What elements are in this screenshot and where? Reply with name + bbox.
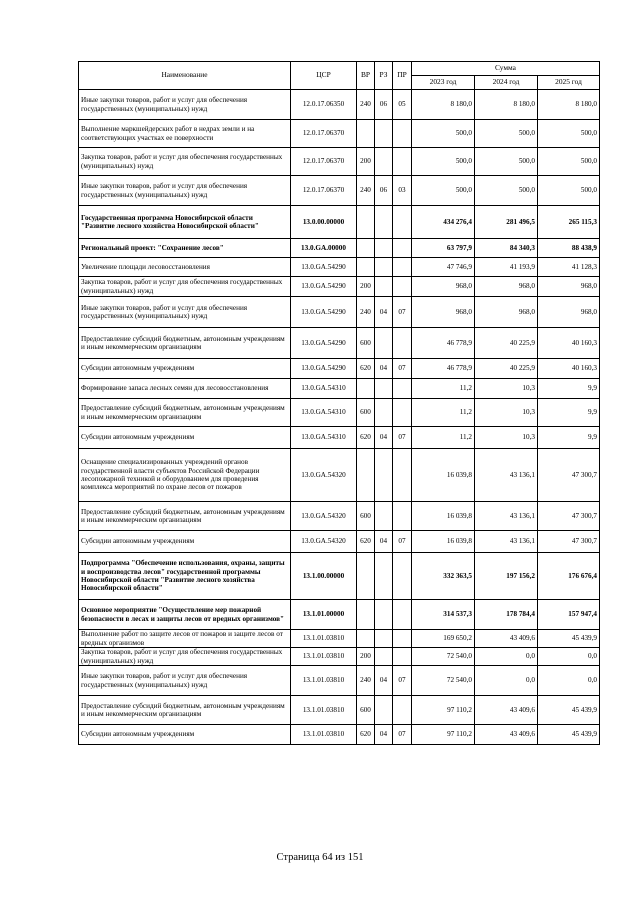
- table-row: [79, 120, 600, 148]
- row-name: Закупка товаров, работ и услуг для обеспечения государственных (муниципальных) нужд: [79, 148, 291, 176]
- row-vr: 240: [357, 297, 375, 328]
- table-row: [79, 502, 600, 531]
- header-csr: ЦСР: [291, 62, 357, 90]
- table-row: [79, 258, 600, 277]
- row-name: Увеличение площади лесовосстановления: [79, 258, 291, 277]
- row-name: Региональный проект: "Сохранение лесов": [79, 239, 291, 258]
- row-amount-2024: 43 409,6: [475, 725, 538, 745]
- row-amount-2025: 176 676,4: [538, 553, 600, 600]
- row-rz: 04: [375, 359, 393, 379]
- row-rz: 06: [375, 90, 393, 120]
- row-vr: 240: [357, 176, 375, 206]
- row-name: Иные закупки товаров, работ и услуг для обеспечения государственных (муниципальных) нужд: [79, 90, 291, 120]
- row-pr: [393, 502, 412, 531]
- row-csr: 13.0.00.00000: [291, 206, 357, 239]
- table-row: [79, 379, 600, 399]
- row-name: Иные закупки товаров, работ и услуг для обеспечения государственных (муниципальных) нужд: [79, 176, 291, 206]
- row-amount-2025: 40 160,3: [538, 328, 600, 359]
- row-vr: 600: [357, 502, 375, 531]
- row-pr: 03: [393, 176, 412, 206]
- row-amount-2024: 968,0: [475, 277, 538, 297]
- row-amount-2024: 500,0: [475, 176, 538, 206]
- row-rz: [375, 328, 393, 359]
- table-row: [79, 449, 600, 502]
- row-amount-2025: 9,9: [538, 427, 600, 449]
- row-csr: 13.0.GA.54310: [291, 427, 357, 449]
- row-pr: [393, 379, 412, 399]
- row-amount-2025: 45 439,9: [538, 696, 600, 725]
- row-pr: [393, 328, 412, 359]
- row-name: Иные закупки товаров, работ и услуг для обеспечения государственных (муниципальных) нужд: [79, 297, 291, 328]
- row-vr: [357, 206, 375, 239]
- row-csr: 13.0.GA.54320: [291, 502, 357, 531]
- budget-table: [78, 61, 600, 745]
- row-amount-2024: 43 409,6: [475, 696, 538, 725]
- row-amount-2025: 41 128,3: [538, 258, 600, 277]
- row-amount-2024: 84 340,3: [475, 239, 538, 258]
- header-pr: ПР: [393, 62, 412, 90]
- row-amount-2025: 968,0: [538, 277, 600, 297]
- table-row: [79, 648, 600, 666]
- row-csr: 12.0.17.06370: [291, 120, 357, 148]
- row-amount-2025: 500,0: [538, 176, 600, 206]
- row-name: Предоставление субсидий бюджетным, автономным учреждениям и иным некоммерческим организациям: [79, 328, 291, 359]
- row-vr: 600: [357, 399, 375, 427]
- row-amount-2025: 45 439,9: [538, 630, 600, 648]
- row-vr: [357, 379, 375, 399]
- row-amount-2024: 43 136,1: [475, 449, 538, 502]
- table-row: [79, 148, 600, 176]
- row-pr: 07: [393, 297, 412, 328]
- row-pr: 05: [393, 90, 412, 120]
- row-amount-2024: 178 784,4: [475, 600, 538, 630]
- row-csr: 13.1.01.03810: [291, 630, 357, 648]
- row-rz: [375, 630, 393, 648]
- row-amount-2024: 500,0: [475, 148, 538, 176]
- row-csr: 13.0.GA.54290: [291, 328, 357, 359]
- row-amount-2025: 40 160,3: [538, 359, 600, 379]
- row-rz: 06: [375, 176, 393, 206]
- header-rz: РЗ: [375, 62, 393, 90]
- table-row: [79, 206, 600, 239]
- row-name: Государственная программа Новосибирской области "Развитие лесного хозяйства Новосибирской области": [79, 206, 291, 239]
- row-amount-2024: 197 156,2: [475, 553, 538, 600]
- row-rz: [375, 600, 393, 630]
- row-name: Оснащение специализированных учреждений органов государственной власти субъектов Российской Федерации лесопожарной техникой и оборудованием для проведения комплекса мероприятий по охране лесов от пожаров: [79, 449, 291, 502]
- row-amount-2023: 72 540,0: [412, 666, 475, 696]
- row-pr: [393, 399, 412, 427]
- row-rz: [375, 648, 393, 666]
- row-pr: [393, 600, 412, 630]
- row-amount-2024: 43 409,6: [475, 630, 538, 648]
- row-rz: 04: [375, 531, 393, 553]
- row-amount-2023: 500,0: [412, 148, 475, 176]
- page-number: Страница 64 из 151: [276, 852, 364, 863]
- row-csr: 13.0.GA.54290: [291, 359, 357, 379]
- row-csr: 13.0.GA.54290: [291, 297, 357, 328]
- row-rz: [375, 449, 393, 502]
- row-pr: [393, 120, 412, 148]
- row-vr: [357, 258, 375, 277]
- row-pr: 07: [393, 531, 412, 553]
- row-name: Выполнение маркшейдерских работ в недрах земли и на соответствующих участках ее поверхности: [79, 120, 291, 148]
- row-name: Субсидии автономным учреждениям: [79, 531, 291, 553]
- row-pr: [393, 630, 412, 648]
- row-amount-2025: 47 300,7: [538, 531, 600, 553]
- table-row: [79, 297, 600, 328]
- table-row: [79, 666, 600, 696]
- row-amount-2024: 43 136,1: [475, 531, 538, 553]
- row-vr: [357, 239, 375, 258]
- row-vr: 620: [357, 359, 375, 379]
- row-name: Выполнение работ по защите лесов от пожаров и защите лесов от вредных организмов: [79, 630, 291, 648]
- row-name: Предоставление субсидий бюджетным, автономным учреждениям и иным некоммерческим организациям: [79, 502, 291, 531]
- row-amount-2025: 8 180,0: [538, 90, 600, 120]
- row-name: Подпрограмма "Обеспечение использования, охраны, защиты и воспроизводства лесов" государственной программы Новосибирской области "Развитие лесного хозяйства Новосибирской области": [79, 553, 291, 600]
- row-csr: 13.0.GA.54290: [291, 258, 357, 277]
- row-vr: 240: [357, 666, 375, 696]
- row-csr: 12.0.17.06370: [291, 176, 357, 206]
- row-name: Иные закупки товаров, работ и услуг для обеспечения государственных (муниципальных) нужд: [79, 666, 291, 696]
- row-pr: [393, 553, 412, 600]
- row-rz: [375, 696, 393, 725]
- row-pr: 07: [393, 427, 412, 449]
- row-amount-2025: 265 115,3: [538, 206, 600, 239]
- row-amount-2023: 46 778,9: [412, 328, 475, 359]
- table-row: [79, 176, 600, 206]
- row-csr: 13.1.01.03810: [291, 648, 357, 666]
- row-amount-2025: 500,0: [538, 148, 600, 176]
- row-name: Субсидии автономным учреждениям: [79, 427, 291, 449]
- row-amount-2024: 10,3: [475, 379, 538, 399]
- header-2023: 2023 год: [412, 76, 475, 90]
- row-csr: 12.0.17.06370: [291, 148, 357, 176]
- table-row: [79, 359, 600, 379]
- row-amount-2023: 169 650,2: [412, 630, 475, 648]
- header-name: Наименование: [79, 62, 291, 90]
- row-rz: 04: [375, 297, 393, 328]
- row-amount-2024: 8 180,0: [475, 90, 538, 120]
- table-row: [79, 531, 600, 553]
- row-rz: [375, 502, 393, 531]
- row-name: Субсидии автономным учреждениям: [79, 725, 291, 745]
- table-row: [79, 277, 600, 297]
- row-amount-2024: 281 496,5: [475, 206, 538, 239]
- table-row: [79, 239, 600, 258]
- row-vr: 200: [357, 148, 375, 176]
- row-csr: 13.1.00.00000: [291, 553, 357, 600]
- row-pr: 07: [393, 359, 412, 379]
- row-amount-2025: 45 439,9: [538, 725, 600, 745]
- row-amount-2025: 968,0: [538, 297, 600, 328]
- row-amount-2023: 314 537,3: [412, 600, 475, 630]
- table-row: [79, 328, 600, 359]
- row-amount-2023: 16 039,8: [412, 502, 475, 531]
- row-name: Субсидии автономным учреждениям: [79, 359, 291, 379]
- row-amount-2024: 0,0: [475, 648, 538, 666]
- row-amount-2023: 500,0: [412, 120, 475, 148]
- row-amount-2025: 9,9: [538, 399, 600, 427]
- row-name: Предоставление субсидий бюджетным, автономным учреждениям и иным некоммерческим организациям: [79, 696, 291, 725]
- row-amount-2023: 97 110,2: [412, 696, 475, 725]
- row-csr: 13.0.GA.00000: [291, 239, 357, 258]
- row-rz: [375, 277, 393, 297]
- row-amount-2025: 0,0: [538, 648, 600, 666]
- row-rz: [375, 120, 393, 148]
- row-pr: 07: [393, 725, 412, 745]
- table-row: [79, 553, 600, 600]
- row-vr: [357, 449, 375, 502]
- row-name: Предоставление субсидий бюджетным, автономным учреждениям и иным некоммерческим организациям: [79, 399, 291, 427]
- row-vr: [357, 630, 375, 648]
- row-name: Формирование запаса лесных семян для лесовосстановления: [79, 379, 291, 399]
- row-pr: [393, 258, 412, 277]
- row-amount-2024: 968,0: [475, 297, 538, 328]
- row-csr: 13.0.GA.54310: [291, 379, 357, 399]
- row-csr: 13.1.01.00000: [291, 600, 357, 630]
- row-vr: 620: [357, 531, 375, 553]
- row-rz: [375, 379, 393, 399]
- row-pr: [393, 148, 412, 176]
- row-vr: [357, 120, 375, 148]
- row-amount-2024: 10,3: [475, 427, 538, 449]
- row-amount-2023: 97 110,2: [412, 725, 475, 745]
- row-name: Основное мероприятие "Осуществление мер пожарной безопасности в лесах и защиты лесов от вредных организмов": [79, 600, 291, 630]
- row-csr: 13.0.GA.54320: [291, 531, 357, 553]
- row-name: Закупка товаров, работ и услуг для обеспечения государственных (муниципальных) нужд: [79, 648, 291, 666]
- row-vr: 600: [357, 328, 375, 359]
- row-amount-2025: 500,0: [538, 120, 600, 148]
- row-rz: [375, 148, 393, 176]
- row-rz: [375, 258, 393, 277]
- row-rz: 04: [375, 427, 393, 449]
- row-csr: 13.1.01.03810: [291, 725, 357, 745]
- row-amount-2024: 41 193,9: [475, 258, 538, 277]
- row-pr: [393, 696, 412, 725]
- row-amount-2023: 500,0: [412, 176, 475, 206]
- header-sum: Сумма: [412, 62, 600, 76]
- row-csr: 12.0.17.06350: [291, 90, 357, 120]
- row-amount-2024: 500,0: [475, 120, 538, 148]
- row-amount-2024: 43 136,1: [475, 502, 538, 531]
- row-rz: [375, 553, 393, 600]
- row-rz: 04: [375, 666, 393, 696]
- row-vr: 200: [357, 648, 375, 666]
- row-amount-2025: 9,9: [538, 379, 600, 399]
- row-amount-2023: 8 180,0: [412, 90, 475, 120]
- header-2024: 2024 год: [475, 76, 538, 90]
- row-amount-2025: 157 947,4: [538, 600, 600, 630]
- row-amount-2023: 332 363,5: [412, 553, 475, 600]
- row-rz: 04: [375, 725, 393, 745]
- row-amount-2025: 0,0: [538, 666, 600, 696]
- row-amount-2025: 47 300,7: [538, 449, 600, 502]
- header-vr: ВР: [357, 62, 375, 90]
- row-amount-2023: 47 746,9: [412, 258, 475, 277]
- row-rz: [375, 206, 393, 239]
- row-amount-2023: 968,0: [412, 297, 475, 328]
- row-amount-2025: 88 438,9: [538, 239, 600, 258]
- row-rz: [375, 239, 393, 258]
- row-amount-2023: 11,2: [412, 427, 475, 449]
- row-amount-2024: 40 225,9: [475, 359, 538, 379]
- row-rz: [375, 399, 393, 427]
- row-amount-2024: 40 225,9: [475, 328, 538, 359]
- row-csr: 13.0.GA.54310: [291, 399, 357, 427]
- row-amount-2023: 16 039,8: [412, 449, 475, 502]
- row-amount-2024: 10,3: [475, 399, 538, 427]
- row-pr: [393, 648, 412, 666]
- row-vr: 620: [357, 427, 375, 449]
- row-vr: 240: [357, 90, 375, 120]
- row-pr: [393, 449, 412, 502]
- header-2025: 2025 год: [538, 76, 600, 90]
- row-amount-2024: 0,0: [475, 666, 538, 696]
- table-row: [79, 725, 600, 745]
- row-amount-2023: 434 276,4: [412, 206, 475, 239]
- table-row: [79, 600, 600, 630]
- row-csr: 13.1.01.03810: [291, 666, 357, 696]
- row-amount-2023: 72 540,0: [412, 648, 475, 666]
- row-amount-2023: 968,0: [412, 277, 475, 297]
- row-amount-2023: 63 797,9: [412, 239, 475, 258]
- row-amount-2023: 11,2: [412, 399, 475, 427]
- table-row: [79, 630, 600, 648]
- row-amount-2025: 47 300,7: [538, 502, 600, 531]
- table-row: [79, 427, 600, 449]
- row-pr: 07: [393, 666, 412, 696]
- row-pr: [393, 239, 412, 258]
- table-row: [79, 399, 600, 427]
- row-csr: 13.1.01.03810: [291, 696, 357, 725]
- table-row: [79, 696, 600, 725]
- row-name: Закупка товаров, работ и услуг для обеспечения государственных (муниципальных) нужд: [79, 277, 291, 297]
- row-vr: 600: [357, 696, 375, 725]
- row-amount-2023: 46 778,9: [412, 359, 475, 379]
- row-amount-2023: 16 039,8: [412, 531, 475, 553]
- row-csr: 13.0.GA.54320: [291, 449, 357, 502]
- row-csr: 13.0.GA.54290: [291, 277, 357, 297]
- row-vr: [357, 553, 375, 600]
- row-vr: [357, 600, 375, 630]
- row-pr: [393, 206, 412, 239]
- row-amount-2023: 11,2: [412, 379, 475, 399]
- row-vr: 620: [357, 725, 375, 745]
- table-row: [79, 90, 600, 120]
- row-vr: 200: [357, 277, 375, 297]
- table-body: [79, 90, 600, 745]
- row-pr: [393, 277, 412, 297]
